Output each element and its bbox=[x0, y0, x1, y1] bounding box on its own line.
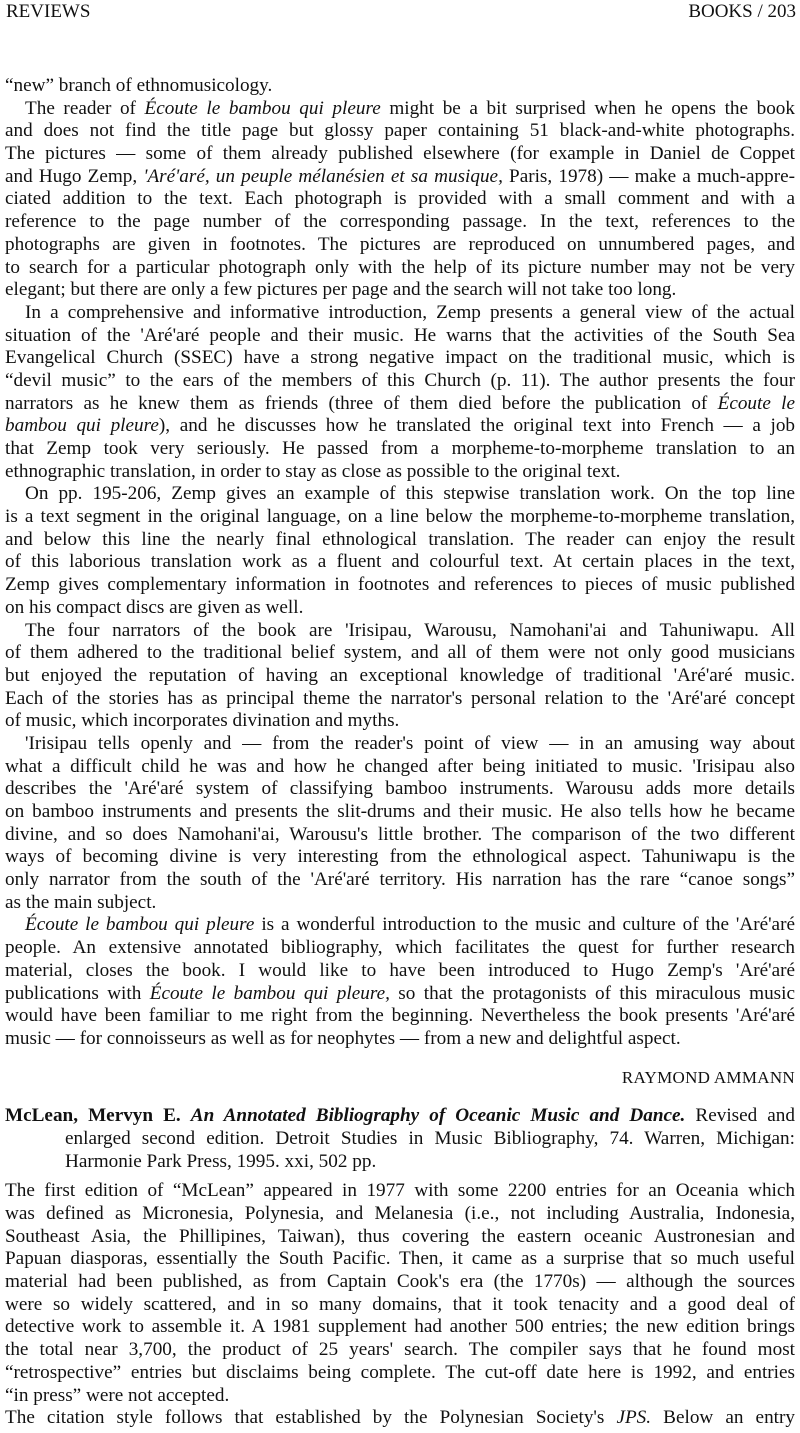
paragraph bbox=[5, 1180, 795, 1407]
text-run: “in press” were not accepted. bbox=[5, 1384, 230, 1406]
text-line bbox=[5, 1151, 795, 1174]
text-line bbox=[5, 1005, 795, 1028]
text-run: is a wonderful introduction to the music and culture of the 'Aré'aré bbox=[254, 914, 795, 936]
text-run: narrators as he knew them as friends (three of them died before the publication of bbox=[5, 392, 718, 414]
text-line bbox=[5, 143, 795, 166]
text-run: publications with bbox=[5, 982, 150, 1004]
italic-text: Écoute le bambou qui pleure bbox=[25, 914, 255, 936]
text-run: what a difficult child he was and how he changed after being initiated to music. 'Irisipau also bbox=[5, 755, 795, 777]
text-line bbox=[5, 483, 795, 506]
text-line bbox=[5, 642, 795, 665]
text-run: might be a bit surprised when he opens the book bbox=[380, 97, 795, 119]
review-mclean-bibliography bbox=[5, 1180, 795, 1430]
text-line bbox=[5, 574, 795, 597]
text-run: The citation style follows that established by the Polynesian Society's bbox=[5, 1407, 617, 1429]
text-line bbox=[5, 733, 795, 756]
italic-text: 'Aré'aré, un peuple mélanésien et sa musique, bbox=[143, 165, 503, 187]
italic-text: Écoute le bambou qui pleure, bbox=[149, 982, 390, 1004]
text-run: detective work to assemble it. A 1981 supplement had another 500 entries; the new edition brings bbox=[5, 1316, 795, 1338]
text-line bbox=[5, 937, 795, 960]
text-line bbox=[5, 1271, 795, 1294]
text-line bbox=[5, 1407, 795, 1430]
text-run: 'Irisipau tells openly and — from the reader's point of view — in an amusing way about bbox=[25, 732, 795, 754]
text-run: Revised and bbox=[685, 1105, 795, 1127]
italic-text: Écoute le bbox=[717, 392, 795, 414]
text-run: situation of the 'Aré'aré people and their music. He warns that the activities of the South Sea bbox=[5, 324, 795, 346]
page-content bbox=[5, 75, 795, 1430]
text-line bbox=[5, 1128, 795, 1151]
text-line bbox=[5, 98, 795, 121]
text-line bbox=[5, 279, 795, 302]
text-run: on bamboo instruments and presents the slit-drums and their music. He also tells how he became bbox=[5, 801, 795, 822]
text-run: elegant; but there are only a few pictures per page and the search will not take too long. bbox=[5, 279, 677, 301]
paragraph bbox=[5, 914, 795, 1050]
text-run: “devil music” to the ears of the members of this Church (p. 11). The author presents the four bbox=[5, 369, 795, 391]
paragraph bbox=[5, 98, 795, 302]
italic-text: An Annotated Bibliography of Oceanic Music and Dance. bbox=[190, 1105, 686, 1127]
text-line bbox=[5, 914, 795, 937]
text-line bbox=[5, 892, 795, 915]
text-run: material had been published, as from Captain Cook's era (the 1770s) — although the sources bbox=[5, 1271, 795, 1293]
paragraph bbox=[5, 75, 795, 98]
text-line bbox=[5, 688, 795, 711]
text-run: is a text segment in the original language, on a line below the morpheme-to-morpheme translation, bbox=[5, 506, 795, 528]
text-line bbox=[5, 75, 795, 98]
text-run: and does not find the title page but glossy paper containing 51 black-and-white photographs. bbox=[5, 120, 795, 142]
text-line bbox=[5, 188, 795, 211]
text-line bbox=[5, 801, 795, 824]
text-run: the total near 3,700, the product of 25 years' search. The compiler says that he found most bbox=[5, 1339, 795, 1361]
text-line bbox=[5, 778, 795, 801]
text-run: were so widely scattered, and in so many domains, that it took tenacity and a good deal of bbox=[5, 1293, 795, 1315]
text-run: describes the 'Aré'aré system of classifying bamboo instruments. Warousu adds more details bbox=[5, 778, 795, 800]
text-line bbox=[5, 529, 795, 552]
text-run: The first edition of “McLean” appeared in 1977 with some 2200 entries for an Oceania which bbox=[5, 1180, 795, 1202]
text-line bbox=[5, 620, 795, 643]
text-line bbox=[5, 415, 795, 438]
text-line bbox=[5, 824, 795, 847]
text-line bbox=[5, 597, 795, 620]
paragraph bbox=[5, 620, 795, 733]
text-run: people. An extensive annotated bibliography, which facilitates the quest for further research bbox=[5, 937, 795, 959]
text-line bbox=[5, 756, 795, 779]
text-line bbox=[5, 1362, 795, 1385]
text-line bbox=[5, 1339, 795, 1362]
italic-text: Écoute le bambou qui pleure bbox=[144, 97, 381, 119]
text-line bbox=[5, 325, 795, 348]
section-title: REVIEWS bbox=[6, 1, 91, 22]
text-run: Below an entry bbox=[651, 1407, 795, 1429]
text-run: The reader of bbox=[25, 97, 145, 119]
text-line bbox=[5, 1028, 795, 1051]
text-line bbox=[5, 710, 795, 733]
text-run: and Hugo Zemp, bbox=[5, 165, 144, 187]
text-line bbox=[5, 1385, 795, 1408]
paragraph bbox=[5, 733, 795, 915]
text-run: Harmonie Park Press, 1995. xxi, 502 pp. bbox=[65, 1150, 377, 1172]
text-line bbox=[5, 846, 795, 869]
text-run: music — for connoisseurs as well as for neophytes — from a new and delightful aspect. bbox=[5, 1027, 681, 1049]
text-run: enlarged second edition. Detroit Studies in Music Bibliography, 74. Warren, Michigan: bbox=[65, 1127, 795, 1149]
text-run: and below this line the nearly final ethnological translation. The reader can enjoy the result bbox=[5, 528, 795, 550]
text-run: ciated addition to the text. Each photograph is provided with a small comment and with a bbox=[5, 188, 795, 210]
text-line bbox=[5, 120, 795, 143]
text-line bbox=[5, 347, 795, 370]
text-line bbox=[5, 234, 795, 257]
text-run: In a comprehensive and informative introduction, Zemp presents a general view of the actual bbox=[25, 301, 795, 323]
review-raymond-ammann bbox=[5, 75, 795, 1051]
text-run: but enjoyed the reputation of having an exceptional knowledge of traditional 'Aré'aré music. bbox=[5, 664, 795, 686]
text-run: ethnographic translation, in order to stay as close as possible to the original text. bbox=[5, 460, 621, 482]
text-run: “retrospective” entries but disclaims being complete. The cut-off date here is 1992, and entries bbox=[5, 1361, 795, 1383]
text-run: Papuan diasporas, essentially the South Pacific. Then, it came as a surprise that so much useful bbox=[5, 1248, 795, 1270]
italic-text: JPS. bbox=[616, 1407, 652, 1429]
text-run: was defined as Micronesia, Polynesia, and Melanesia (i.e., not including Australia, Indonesia, bbox=[5, 1203, 795, 1224]
text-run: ways of becoming divine is very interesting from the ethnological aspect. Tahuniwapu is the bbox=[5, 846, 795, 868]
text-line bbox=[5, 257, 795, 280]
text-line bbox=[5, 869, 795, 892]
text-run: on his compact discs are given as well. bbox=[5, 596, 304, 618]
text-run: that Zemp took very seriously. He passed from a morpheme-to-morpheme translation to an bbox=[5, 438, 795, 459]
text-run: of them adhered to the traditional belief system, and all of them were not only good musicians bbox=[5, 642, 795, 664]
text-run: On pp. 195-206, Zemp gives an example of this stepwise translation work. On the top line bbox=[25, 483, 795, 505]
paragraph bbox=[5, 1407, 795, 1430]
paragraph bbox=[5, 483, 795, 619]
text-run: as the main subject. bbox=[5, 891, 157, 913]
text-run: photographs are given in footnotes. The pictures are reproduced on unnumbered pages, and bbox=[5, 233, 795, 255]
bold-text: McLean, Mervyn E. bbox=[5, 1105, 191, 1127]
text-line bbox=[5, 960, 795, 983]
text-line bbox=[5, 211, 795, 234]
text-run: material, closes the book. I would like to have been introduced to Hugo Zemp's 'Aré'aré bbox=[5, 959, 795, 981]
text-line bbox=[5, 665, 795, 688]
text-run: “new” branch of ethnomusicology. bbox=[5, 75, 273, 96]
text-run: divine, and so does Namohani'ai, Warousu's little brother. The comparison of the two different bbox=[5, 823, 795, 845]
text-run: reference to the page number of the corresponding passage. In the text, references to the bbox=[5, 211, 795, 233]
text-line bbox=[5, 1226, 795, 1249]
text-line bbox=[5, 461, 795, 484]
text-run: of music, which incorporates divination and myths. bbox=[5, 710, 400, 732]
text-run: Zemp gives complementary information in footnotes and references to pieces of music published bbox=[5, 574, 795, 596]
text-run: The four narrators of the book are 'Irisipau, Warousu, Namohani'ai and Tahuniwapu. All bbox=[25, 619, 795, 641]
book-citation-heading bbox=[5, 1105, 795, 1173]
text-line bbox=[5, 370, 795, 393]
text-run: would have been familiar to me right from the beginning. Nevertheless the book presents 'Aré'aré bbox=[5, 1005, 795, 1027]
text-run: Each of the stories has as principal theme the narrator's personal relation to the 'Aré'aré concept bbox=[5, 687, 795, 709]
text-line bbox=[5, 1105, 795, 1128]
text-run: Evangelical Church (SSEC) have a strong negative impact on the traditional music, which is bbox=[5, 347, 795, 369]
text-line bbox=[5, 1316, 795, 1339]
text-line bbox=[5, 551, 795, 574]
text-line bbox=[5, 393, 795, 416]
page-number: BOOKS / 203 bbox=[688, 1, 796, 22]
text-run: The pictures — some of them already published elsewhere (for example in Daniel de Coppet bbox=[5, 143, 795, 165]
text-run: of this laborious translation work as a fluent and colourful text. At certain places in the text, bbox=[5, 551, 795, 573]
text-line bbox=[5, 1294, 795, 1317]
italic-text: bambou qui pleure bbox=[5, 415, 159, 437]
running-head bbox=[6, 0, 796, 24]
paragraph bbox=[5, 302, 795, 484]
text-run: to search for a particular photograph only with the help of its picture number may not be very bbox=[5, 256, 795, 278]
text-line bbox=[5, 1180, 795, 1203]
text-run: ), and he discusses how he translated the original text into French — a job bbox=[158, 415, 796, 437]
text-line bbox=[5, 438, 795, 461]
text-run: Paris, 1978) — make a much-appre- bbox=[502, 165, 795, 187]
text-line bbox=[5, 506, 795, 529]
text-line bbox=[5, 983, 795, 1006]
text-line bbox=[5, 1203, 795, 1226]
text-run: so that the protagonists of this miraculous music bbox=[389, 982, 796, 1004]
text-run: Southeast Asia, the Phillipines, Taiwan), thus covering the eastern oceanic Austronesian and bbox=[5, 1225, 795, 1247]
text-run: only narrator from the south of the 'Aré'aré territory. His narration has the rare “canoe songs” bbox=[5, 869, 795, 891]
text-line bbox=[5, 166, 795, 189]
reviewer-signature: RAYMOND AMMANN bbox=[621, 1067, 795, 1087]
text-line bbox=[5, 302, 795, 325]
text-line bbox=[5, 1248, 795, 1271]
